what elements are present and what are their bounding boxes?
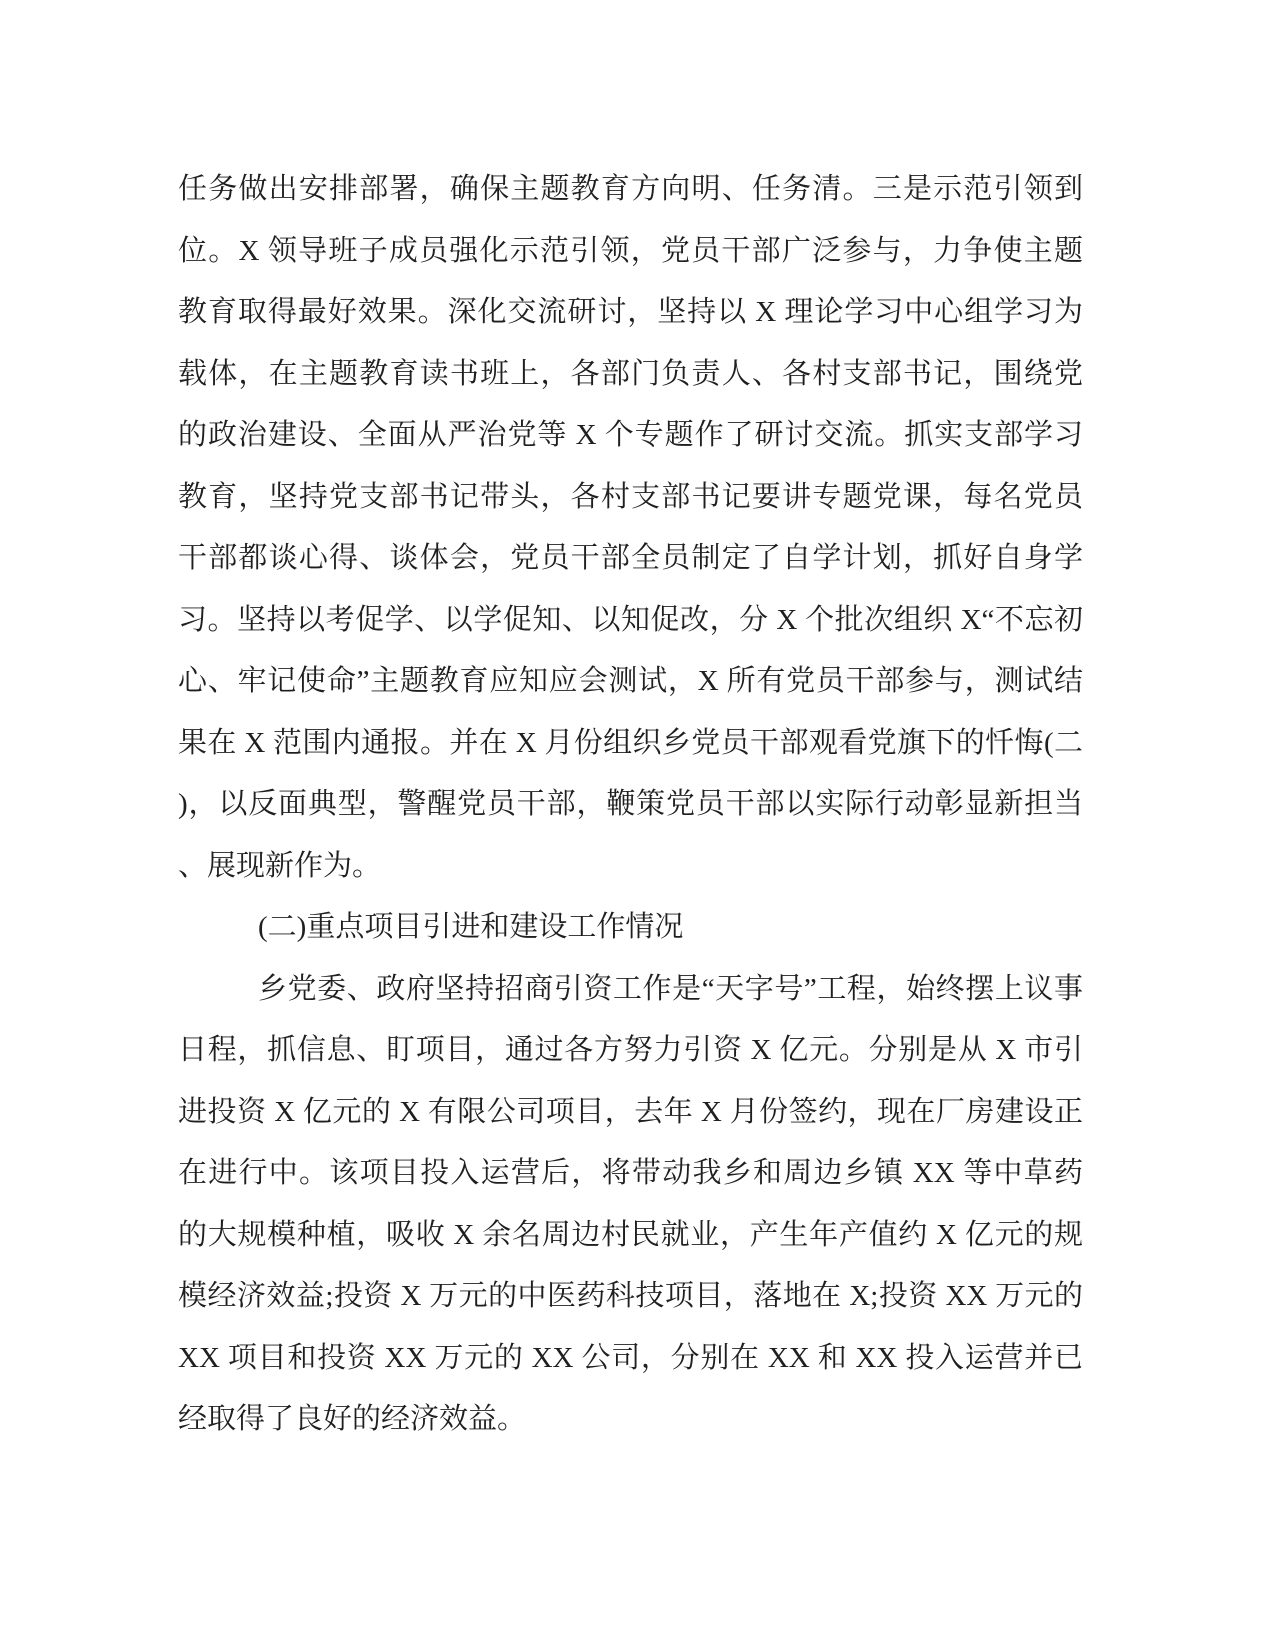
document-line: 载体，在主题教育读书班上，各部门负责人、各村支部书记，围绕党 <box>178 357 1083 390</box>
document-line: 模经济效益;投资 X 万元的中医药科技项目，落地在 X;投资 XX 万元的 <box>178 1280 1083 1312</box>
document-line: 干部都谈心得、谈体会，党员干部全员制定了自学计划，抓好自身学 <box>178 542 1083 574</box>
paragraph <box>178 159 1083 897</box>
document-line: 的政治建设、全面从严治党等 X 个专题作了研讨交流。抓实支部学习 <box>178 419 1083 451</box>
document-line: 在进行中。该项目投入运营后，将带动我乡和周边乡镇 XX 等中草药 <box>178 1157 1083 1189</box>
document-line: 教育，坚持党支部书记带头，各村支部书记要讲专题党课，每名党员 <box>178 480 1083 513</box>
document-line: 乡党委、政府坚持招商引资工作是“天字号”工程，始终摆上议事 <box>258 972 1083 1005</box>
document-line: 习。坚持以考促学、以学促知、以知促改，分 X 个批次组织 X“不忘初 <box>178 603 1083 636</box>
text-area <box>178 159 1083 1451</box>
document-line: )，以反面典型，警醒党员干部，鞭策党员干部以实际行动彰显新担当 <box>178 788 1083 820</box>
document-line: 任务做出安排部署，确保主题教育方向明、任务清。三是示范引领到 <box>178 173 1083 205</box>
document-line: 日程，抓信息、盯项目，通过各方努力引资 X 亿元。分别是从 X 市引 <box>178 1034 1083 1066</box>
document-line: 果在 X 范围内通报。并在 X 月份组织乡党员干部观看党旗下的忏悔(二 <box>178 726 1083 759</box>
paragraph <box>178 897 1083 959</box>
document-line: 心、牢记使命”主题教育应知应会测试，X 所有党员干部参与，测试结 <box>178 665 1083 697</box>
document-line: 位。X 领导班子成员强化示范引领，党员干部广泛参与，力争使主题 <box>178 234 1083 267</box>
document-line: 、展现新作为。 <box>178 849 382 882</box>
document-line: 进投资 X 亿元的 X 有限公司项目，去年 X 月份签约，现在厂房建设正 <box>178 1095 1083 1128</box>
document-line: XX 项目和投资 XX 万元的 XX 公司，分别在 XX 和 XX 投入运营并已 <box>178 1341 1083 1374</box>
document-line: 的大规模种植，吸收 X 余名周边村民就业，产生年产值约 X 亿元的规 <box>178 1218 1083 1251</box>
document-line: 教育取得最好效果。深化交流研讨，坚持以 X 理论学习中心组学习为 <box>178 296 1083 328</box>
document-line: (二)重点项目引进和建设工作情况 <box>258 911 684 943</box>
document-line: 经取得了良好的经济效益。 <box>178 1403 527 1435</box>
paragraph <box>178 959 1083 1451</box>
